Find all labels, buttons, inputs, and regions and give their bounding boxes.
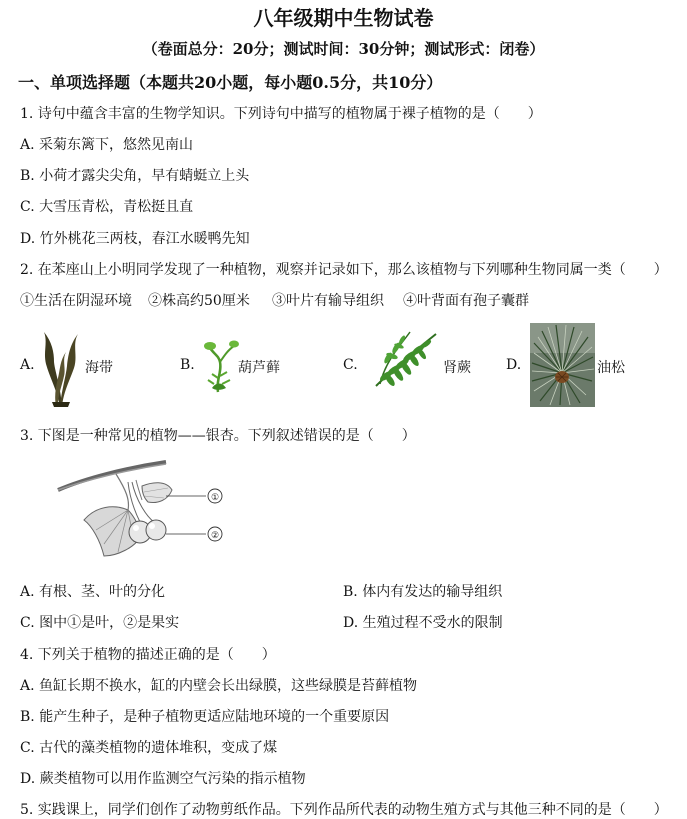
option-b-name: 葫芦藓 xyxy=(238,360,280,376)
kelp-image xyxy=(40,328,84,408)
callout-1: ① xyxy=(210,493,220,503)
question-1-option-a: A. 采菊东篱下，悠然见南山 xyxy=(20,137,194,153)
observation-3: ③叶片有输导组织 xyxy=(272,293,384,309)
observation-1: ①生活在阴湿环境 xyxy=(20,293,132,309)
question-1-option-d: D. 竹外桃花三两枝，春江水暖鸭先知 xyxy=(20,231,250,247)
callout-2: ② xyxy=(210,531,220,541)
question-4-stem: 4. 下列关于植物的描述正确的是（ ） xyxy=(20,647,276,663)
question-3-option-a: A. 有根、茎、叶的分化 xyxy=(20,584,166,600)
option-a-letter: A. xyxy=(20,357,35,373)
exam-info: （卷面总分：20分；测试时间：30分钟；测试形式：闭卷） xyxy=(142,40,545,58)
question-4-option-a: A. 鱼缸长期不换水，缸的内壁会长出绿膜，这些绿膜是苔藓植物 xyxy=(20,678,418,694)
question-1-option-b: B. 小荷才露尖尖角，早有蜻蜓立上头 xyxy=(20,168,250,184)
fern-image xyxy=(366,328,442,390)
option-c-name: 肾蕨 xyxy=(443,360,471,376)
question-3-option-d: D. 生殖过程不受水的限制 xyxy=(343,615,503,631)
question-3-option-c: C. 图中①是叶，②是果实 xyxy=(20,615,180,631)
question-2-stem: 2. 在苯座山上小明同学发现了一种植物，观察并记录如下，那么该植物与下列哪种生物同属一类（ ） xyxy=(20,262,668,278)
page-title: 八年级期中生物试卷 xyxy=(253,6,434,30)
option-d-letter: D. xyxy=(506,357,522,373)
question-4-option-b: B. 能产生种子，是种子植物更适应陆地环境的一个重要原因 xyxy=(20,709,390,725)
section-heading: 一、单项选择题（本题共20小题，每小题0.5分，共10分） xyxy=(18,73,443,92)
question-1-stem: 1. 诗句中蕴含丰富的生物学知识。下列诗句中描写的植物属于裸子植物的是（ ） xyxy=(20,106,542,122)
ginkgo-diagram xyxy=(56,460,236,568)
option-b-letter: B. xyxy=(180,357,195,373)
moss-image xyxy=(200,334,240,394)
observation-2: ②株高约50厘米 xyxy=(148,293,250,309)
pine-image xyxy=(530,323,595,407)
option-c-letter: C. xyxy=(343,357,358,373)
question-3-option-b: B. 体内有发达的输导组织 xyxy=(343,584,503,600)
question-5-stem: 5. 实践课上，同学们创作了动物剪纸作品。下列作品所代表的动物生殖方式与其他三种不同的是（ ） xyxy=(20,802,668,818)
option-d-name: 油松 xyxy=(597,360,625,376)
option-a-name: 海带 xyxy=(85,360,113,376)
question-4-option-d: D. 蕨类植物可以用作监测空气污染的指示植物 xyxy=(20,771,306,787)
question-1-option-c: C. 大雪压青松，青松挺且直 xyxy=(20,199,194,215)
question-3-stem: 3. 下图是一种常见的植物——银杏。下列叙述错误的是（ ） xyxy=(20,428,416,444)
observation-4: ④叶背面有孢子囊群 xyxy=(403,293,529,309)
question-4-option-c: C. 古代的藻类植物的遗体堆积，变成了煤 xyxy=(20,740,278,756)
